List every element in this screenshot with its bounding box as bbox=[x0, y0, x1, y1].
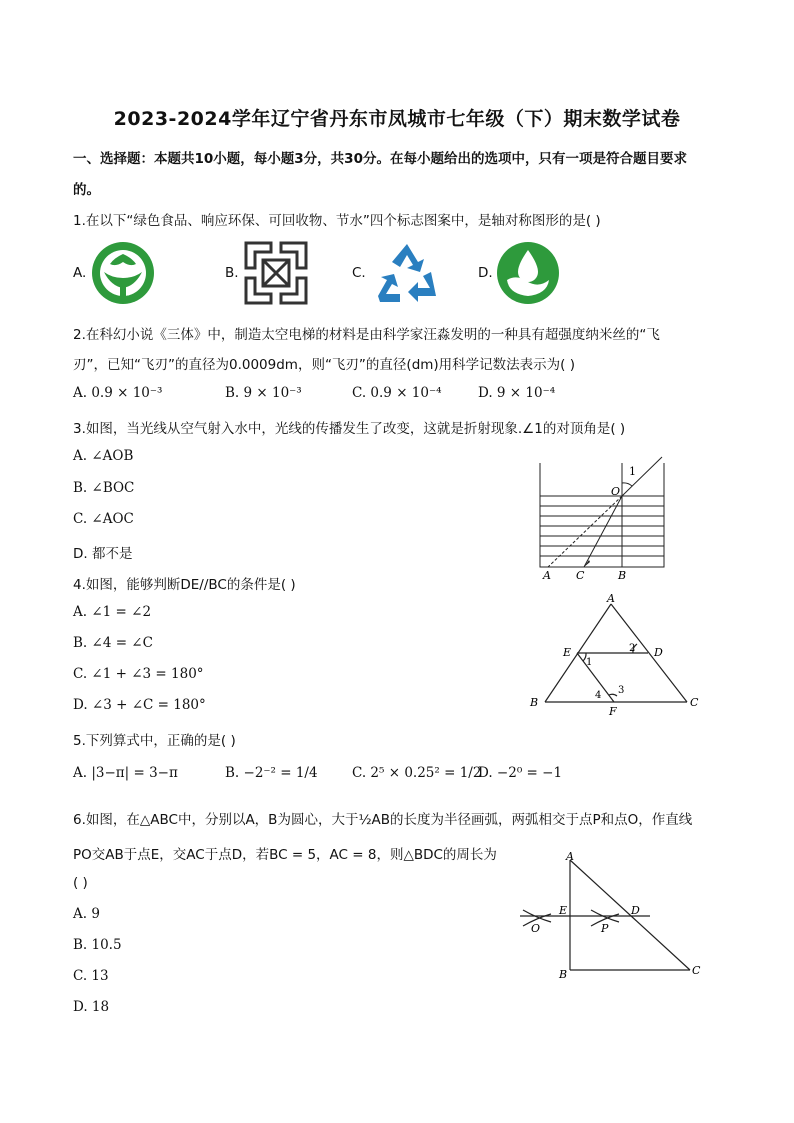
q4-fig-label-3: 3 bbox=[618, 685, 625, 696]
q5-stem: 5.下列算式中，正确的是( ) bbox=[73, 733, 236, 749]
refraction-figure bbox=[528, 455, 668, 585]
q6-option-b: B. 10.5 bbox=[73, 937, 122, 953]
q1-option-a-label: A. bbox=[73, 265, 87, 281]
q1-option-d-label: D. bbox=[478, 265, 493, 281]
q6-stem-line3: ( ) bbox=[73, 875, 88, 891]
q2-option-d: D. 9 × 10⁻⁴ bbox=[478, 385, 556, 401]
q6-fig-label-p: P bbox=[601, 922, 609, 935]
q4-fig-label-d: D bbox=[654, 646, 663, 659]
q6-fig-label-a: A bbox=[566, 850, 574, 863]
q4-fig-label-e: E bbox=[563, 646, 572, 659]
q3-fig-label-1: 1 bbox=[629, 465, 636, 478]
q3-fig-label-o: O bbox=[611, 485, 621, 498]
q4-option-b: B. ∠4 = ∠C bbox=[73, 635, 153, 651]
q4-fig-label-c: C bbox=[690, 696, 699, 709]
page-title: 2023-2024学年辽宁省丹东市凤城市七年级（下）期末数学试卷 bbox=[113, 108, 681, 130]
q6-fig-label-d: D bbox=[631, 904, 640, 917]
q4-option-a: A. ∠1 = ∠2 bbox=[73, 604, 152, 620]
q4-fig-label-a: A bbox=[607, 592, 615, 605]
q2-stem-line1: 2.在科幻小说《三体》中，制造太空电梯的材料是由科学家汪淼发明的一种具有超强度纳米丝的“飞 bbox=[73, 327, 660, 343]
q4-stem: 4.如图，能够判断DE//BC的条件是( ) bbox=[73, 577, 296, 593]
q4-fig-label-2: 2 bbox=[629, 643, 636, 654]
water-saving-logo-icon bbox=[495, 240, 561, 306]
q6-fig-label-o: O bbox=[531, 922, 541, 935]
q4-option-c: C. ∠1 + ∠3 = 180° bbox=[73, 666, 204, 682]
perpendicular-bisector-figure bbox=[515, 850, 710, 980]
q2-option-c: C. 0.9 × 10⁻⁴ bbox=[352, 385, 442, 401]
q1-option-c-label: C. bbox=[352, 265, 366, 281]
green-food-logo-icon bbox=[90, 240, 156, 306]
q1-stem: 1.在以下“绿色食品、响应环保、可回收物、节水”四个标志图案中，是轴对称图形的是( ) bbox=[73, 213, 601, 229]
q4-option-d: D. ∠3 + ∠C = 180° bbox=[73, 697, 206, 713]
q5-option-b: B. −2⁻² = 1/4 bbox=[225, 765, 318, 781]
q5-option-c: C. 2⁵ × 0.25² = 1/2 bbox=[352, 765, 482, 781]
environment-maze-logo-icon bbox=[243, 240, 309, 306]
q3-fig-label-b: B bbox=[618, 569, 627, 582]
q3-option-a: A. ∠AOB bbox=[73, 448, 134, 464]
q2-option-a: A. 0.9 × 10⁻³ bbox=[73, 385, 163, 401]
q4-fig-label-b: B bbox=[530, 696, 539, 709]
q3-option-c: C. ∠AOC bbox=[73, 511, 134, 527]
q4-fig-label-1: 1 bbox=[586, 657, 593, 668]
q4-fig-label-4: 4 bbox=[595, 690, 602, 701]
q3-fig-label-a: A bbox=[543, 569, 551, 582]
section-heading-cont: 的。 bbox=[73, 182, 100, 198]
q2-option-b: B. 9 × 10⁻³ bbox=[225, 385, 302, 401]
section-heading: 一、选择题：本题共10小题，每小题3分，共30分。在每小题给出的选项中，只有一项是符合题目要求 bbox=[73, 151, 687, 167]
q2-stem-line2: 刃”，已知“飞刃”的直径为0.0009dm，则“飞刃”的直径(dm)用科学记数法表示为( ) bbox=[73, 357, 576, 373]
q3-option-d: D. 都不是 bbox=[73, 546, 133, 562]
q6-option-c: C. 13 bbox=[73, 968, 109, 984]
q3-option-b: B. ∠BOC bbox=[73, 480, 135, 496]
q6-fig-label-c: C bbox=[692, 964, 701, 977]
q6-fig-label-b: B bbox=[559, 968, 568, 980]
q3-stem: 3.如图，当光线从空气射入水中，光线的传播发生了改变，这就是折射现象.∠1的对顶角是( ) bbox=[73, 421, 626, 437]
q6-stem-line2: PO交AB于点E，交AC于点D，若BC = 5，AC = 8，则△BDC的周长为 bbox=[73, 847, 497, 863]
q6-option-d: D. 18 bbox=[73, 999, 110, 1015]
q1-option-b-label: B. bbox=[225, 265, 239, 281]
q6-stem-line1: 6.如图，在△ABC中，分别以A，B为圆心，大于½AB的长度为半径画弧，两弧相交于点P和点O，作直线 bbox=[73, 812, 693, 828]
q6-fig-label-e: E bbox=[559, 904, 568, 917]
q3-fig-label-c: C bbox=[576, 569, 585, 582]
recycle-logo-icon bbox=[370, 240, 444, 306]
q5-option-a: A. |3−π| = 3−π bbox=[73, 765, 178, 781]
q4-fig-label-f: F bbox=[609, 705, 617, 718]
q6-option-a: A. 9 bbox=[73, 906, 100, 922]
triangle-de-bc-figure bbox=[525, 592, 710, 722]
q5-option-d: D. −2⁰ = −1 bbox=[478, 765, 563, 781]
